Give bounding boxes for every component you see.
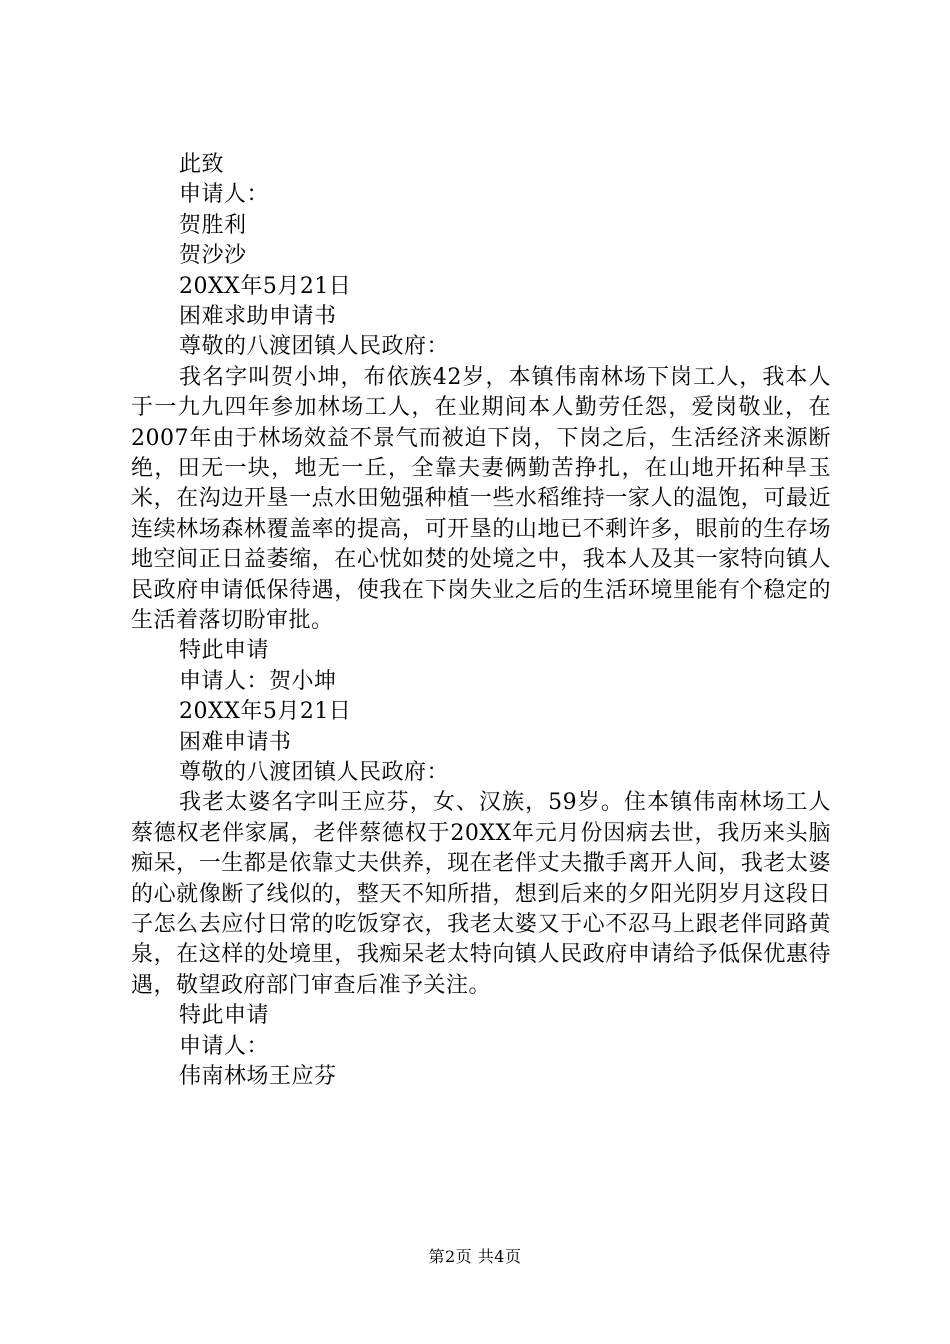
text-line: 困难申请书: [179, 729, 292, 755]
text-line: 困难求助申请书: [179, 303, 337, 329]
text-line: 20XX年5月21日: [179, 699, 352, 725]
text-line: 申请人：: [179, 1033, 270, 1059]
paragraph-2: 我老太婆名字叫王应芬，女、汉族，59岁。住本镇伟南林场工人蔡德权老伴家属，老伴蔡德权于20XX年元月份因病去世，我历来头脑痴呆，一生都是依靠丈夫供养，现在老伴丈夫撒手离开人间，我老太婆的心就像断了线似的，整天不知所措，想到后来的夕阳光阴岁月这段日子怎么去应付日常的吃饭穿衣，我老太婆又于心不忍马上跟老伴同路黄泉，在这样的处境里，我痴呆老太特向镇人民政府申请给予低保优惠待遇，敬望政府部门审查后准予关注。: [131, 790, 831, 998]
text-line: 贺沙沙: [179, 243, 247, 269]
text-line: 此致: [179, 152, 225, 177]
text-line: 贺胜利: [179, 212, 247, 238]
text-line: 伟南林场王应芬: [179, 1063, 337, 1089]
paragraph-1: 我名字叫贺小坤，布依族42岁，本镇伟南林场下岗工人，我本人于一九九四年参加林场工人，在业期间本人勤劳任怨，爱岗敬业，在2007年由于林场效益不景气而被迫下岗，下岗之后，生活经济来源断绝，田无一块，地无一丘，全靠夫妻俩勤苦挣扎，在山地开拓种旱玉米，在沟边开垦一点水田勉强种植一些水稻维持一家人的温饱，可最近连续林场森林覆盖率的提高，可开垦的山地已不剩许多，眼前的生存场地空间正日益萎缩，在心忧如焚的处境之中，我本人及其一家特向镇人民政府申请低保待遇，使我在下岗失业之后的生活环境里能有个稳定的生活着落切盼审批。: [131, 364, 831, 633]
text-line: 尊敬的八渡团镇人民政府：: [179, 759, 450, 785]
text-line: 特此申请: [179, 638, 270, 664]
document-body: [131, 150, 831, 1092]
text-line: 20XX年5月21日: [179, 273, 352, 299]
text-line: 申请人：贺小坤: [179, 668, 337, 694]
text-line: 特此申请: [179, 1003, 270, 1029]
text-line: 申请人：: [179, 182, 270, 208]
page-footer: 第2页 共4页: [428, 1247, 522, 1266]
text-line: 尊敬的八渡团镇人民政府：: [179, 334, 450, 360]
